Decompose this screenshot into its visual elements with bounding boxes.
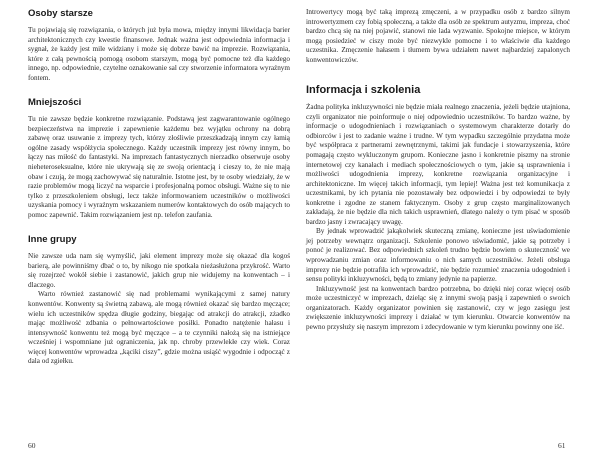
paragraph: Nie zawsze uda nam się wymyślić, jaki element imprezy może się okazać dla kogoś barierą, ale powinniśmy dbać o to, by nikogo nie spotkała nieżasłużona przykrość. Warto się rozejrzeć wokół siebie i zastanowić, jakich grup nie widujemy na konwentach – i dlaczego. [28,252,290,289]
right-page [306,8,570,332]
page-number-left: 60 [28,441,36,450]
spacer [28,83,290,97]
paragraph: Żadna polityka inkluzywności nie będzie miała realnego znaczenia, jeżeli będzie utajniona, czyli organizator nie poinformuje o niej odpowiednio uczestników. To bardzo ważne, by informacje o udogodnieniach i rozwiązaniach o systemowym charakterze dotarły do odbiorców i jest to zadanie ważne i trudne. W tym wypadku szczególnie przydatna może być współpraca z partnerami zewnętrznymi, takimi jak fundacje i stowarzyszenia, które pomagają często wykluczonym grupom. Konieczne jasno i konkretnie piszmy na stronie internetowej czy kanałach i mediach społecznościowych o tym, jakie są usprawnienia i możliwości udogodnienia imprezy, konkretne rozwiązania organizacyjne i architektoniczne. Im więcej takich informacji, tym lepiej! Ważna jest też komunikacja z uczestnikami, by ich pytania nie pozostawały bez odpowiedzi i by odpowiedzi te były konkretne i zgodne ze stanem faktycznym. Osoby z grup często marginalizowanych zakładają, że nie będzie dla nich takich usprawnień, dlatego należy o tym pisać w sposób bardzo jasny i zwracający uwagę. [306,103,570,226]
paragraph: Introwertycy mogą być taką imprezą zmęczeni, a w przypadku osób z bardzo silnym introwertyzmem czy fobią społeczną, a także dla osób ze spektrum autyzmu, impreza, choć bardzo chcą się na niej pojawić, stanowi nie lada wyzwanie. Spokojne miejsce, w którym mogą posiedzieć w ciszy może być niezwykle pomocne i to właściwie dla każdego uczestnika. Zmęczenie hałasem i tłumem bywa udziałem nawet najbardziej zapalonych konwentowiczów. [306,8,570,64]
section-heading-minorities: Mniejszości [28,97,82,109]
spacer [28,220,290,234]
section-heading-older-people: Osoby starsze [28,8,93,19]
spacer [306,65,570,83]
section-heading-other-groups: Inne grupy [28,234,77,246]
paragraph: Tu nie zawsze będzie konkretne rozwiązanie. Podstawą jest zagwarantowanie ogólnego bezpieczeństwa na imprezie i zapewnienie każdemu bez wyjątku ochrony na dobrą zabawę oraz usuwanie z imprezy tych, którzy złośliwie przeszkadzają innym czy łamią ogólne zasady współżycia społecznego. Każdy uczestnik imprezy jest równy innym, bo łączy nas miłość do fantastyki. Na imprezach fantastycznych nierzadko obserwuje osoby nieheteroseksualne, które nie ukrywają się ze swoją orientacją i cieszy to, że nie mają obaw i czują, że mogą zachowywać się naturalnie. Istotne jest, by te osoby wiedziały, że w razie problemów mogą liczyć na wsparcie i profesjonalną pomoc obsługi. Ważne się to nie tylko z przeszkoleniem obsługi, lecz także informowaniem uczestników o możliwości uzyskania pomocy i wyraźnym wskazaniem numerów kontaktowych do osób mających to pomoc zapewnić. Takim rozwiązaniem jest np. telefon zaufania. [28,115,290,219]
page-number-right: 61 [558,441,566,450]
paragraph: Tu pojawiają się rozwiązania, o których już była mowa, między innymi likwidacja barier architektonicznych czy kwestie finansowe. Jednak ważna jest odpowiednia informacja i sygnał, że każdy jest mile widziany i może się dobrze bawić na imprezie. Rozwiązania, które z całą pewnością pomogą osobom starszym, mogą być pomocne też dla każdego innego, np. odpowiednie, czytelne oznakowanie sal czy stworzenie informatora wyraźnym fontem. [28,26,290,82]
paragraph: By jednak wprowadzić jakąkolwiek skuteczną zmianę, konieczne jest uświadomienie jej potrzeby wewnątrz organizacji. Szkolenie ponowo uświadomić, jakie są potrzeby i ponoć je realizować. Bez odpowiednich szkoleń trudno będzie bowiem o skuteczność we wprowadzaniu zmian oraz informowaniu o nich samych uczestników. Jeżeli obsługa imprezy nie będzie potrafiła ich wprowadzić, nie będzie rozumieć znaczenia udogodnień i sensu polityki inkluzywności, będą to zmiany jedynie na papierze. [306,227,570,284]
paragraph: Inkluzywność jest na konwentach bardzo potrzebna, bo dzięki niej coraz więcej osób może uczestniczyć w imprezach, dzieląc się z innymi swoją pasją i zapewnień o swoich organizatorach. Każdy organizator powinien się zastanowić, czy w jego zasięgu jest zwiększenie inkluzywności imprezy i działać w tym kierunku. Otwarcie konwentów na pewno przysłuży się naszym imprezom i zdecydowanie w tym kierunku powinny one iść. [306,284,570,331]
paragraph: Warto również zastanowić się nad problemami wynikającymi z samej natury konwentów. Konwenty są świetną zabawą, ale mogą również okazać się bardzo męczące; wielu ich uczestników spędza długie godziny, biegając od atrakcji do atrakcji, zżadko mając możliwość zdbania o pełnowartościowe posiłki. Ponadto natężenie hałasu i intensywność konwentu też mogą być męczące – a te czynniki nałożą się na istniejące wcześniej i wspomniane już ograniczenia, jak np. chroby przewlekłe czy wiek. Coraz więcej konwentów wprowadza „kąciki ciszy”, gdzie można usiąść wygodnie i odpocząć z dala od zgiełku. [28,290,290,366]
left-page [28,8,290,367]
section-heading-information-training: Informacja i szkolenia [306,84,421,97]
